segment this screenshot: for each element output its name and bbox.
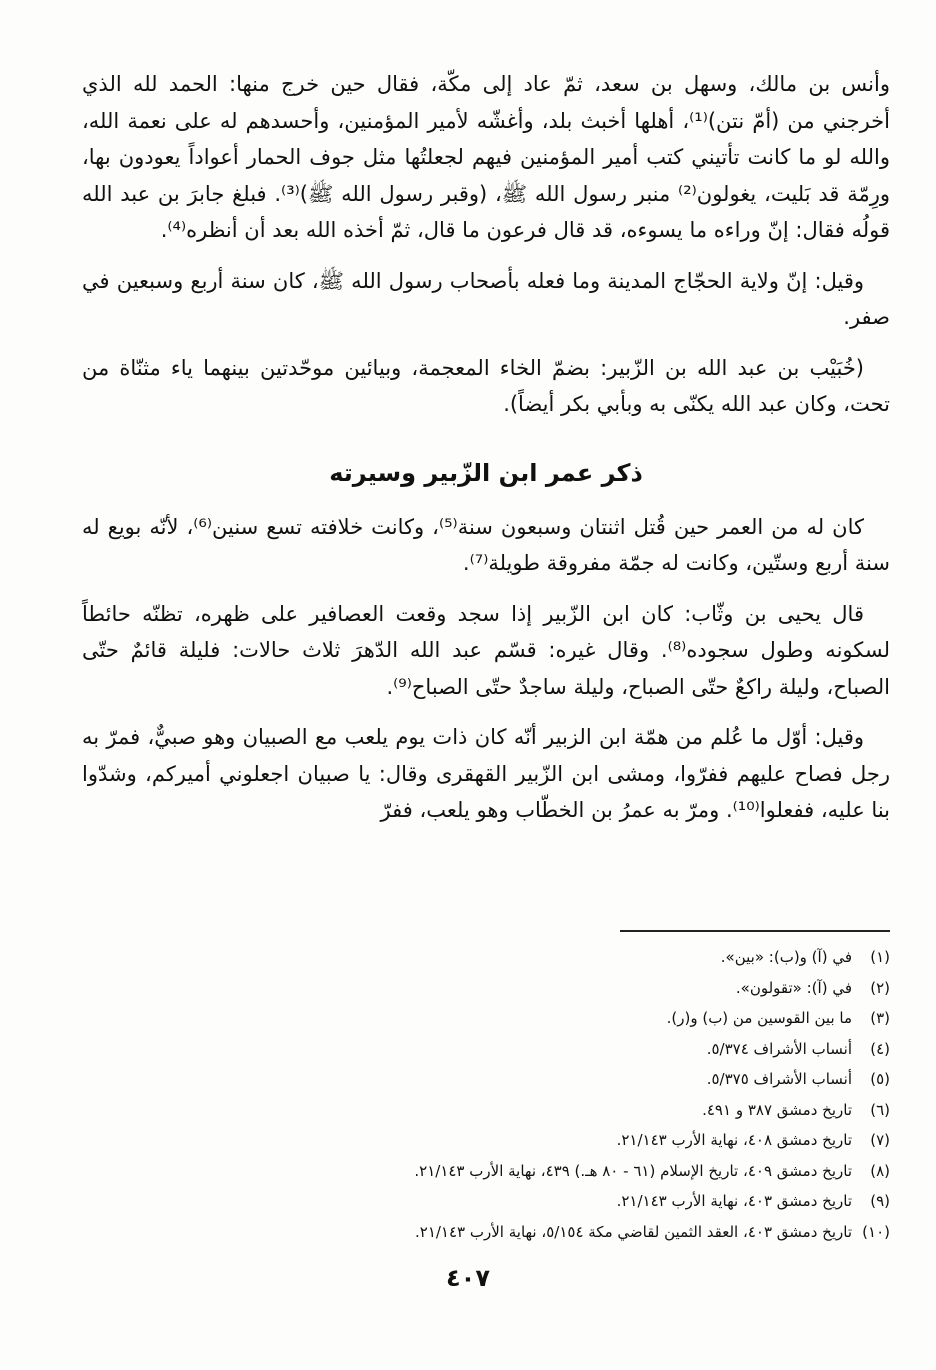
- footnote-number: (٨): [870, 1161, 890, 1180]
- footnote-text: أنساب الأشراف ٥/٣٧٥.: [706, 1070, 852, 1088]
- footnote-number: (٣): [870, 1009, 890, 1027]
- footnote-item: [200, 1217, 890, 1248]
- footnote-text: تاريخ دمشق ٤٠٣، العقد الثمين لقاضي مكة ٥/١٥٤، نهاية الأرب ٢١/١٤٣.: [414, 1222, 852, 1241]
- footnote-text: تاريخ دمشق ٣٨٧ و ٤٩١.: [702, 1100, 852, 1119]
- footnote-item: [200, 1156, 890, 1187]
- footnote-number: (٥): [870, 1070, 890, 1088]
- footnote-item: [200, 1186, 890, 1217]
- paragraph-khubayb-note: (خُبَيْب بن عبد الله بن الزّبير: بضمّ الخاء المعجمة، وبيائين موحّدتين بينهما ياء مثنّاة من تحت، وكان عبد الله يكنّى به وبأبي بكر أيضاً).: [82, 355, 890, 416]
- footnote-number: (٩): [870, 1192, 890, 1210]
- footnote-text: ما بين القوسين من (ب) و(ر).: [666, 1009, 852, 1027]
- footnote-number: (١): [870, 948, 890, 966]
- footnote-number: (٦): [870, 1100, 890, 1119]
- paragraph-childhood: وقيل: أوّل ما عُلم من همّة ابن الزبير أنّه كان ذات يوم يلعب مع الصبيان وهو صبيٌّ، فمرّ به رجل فصاح عليهم ففرّوا، ومشى ابن الزّبير القهقرى وقال: يا صبيان اجعلوني أميركم، وشدّوا بنا عليه، ففعلوا⁽¹⁰⁾. ومرّ به عمرُ بن الخطّاب وهو يلعب، ففرّ: [82, 725, 890, 822]
- footnote-item: [200, 1095, 890, 1126]
- paragraph-age-caliphate: كان له من العمر حين قُتل اثنتان وسبعون سنة⁽⁵⁾، وكانت خلافته تسع سنين⁽⁶⁾، لأنّه بويع له سنة أربع وستّين، وكانت له جمّة مفروقة طويلة⁽⁷⁾.: [82, 514, 890, 575]
- footnote-separator: [620, 930, 890, 932]
- footnote-number: (٢): [870, 978, 890, 997]
- footnote-number: (٧): [870, 1131, 890, 1149]
- page-number: ٤٠٧: [446, 1264, 490, 1292]
- footnote-item: [200, 942, 890, 973]
- footnote-item: [200, 1034, 890, 1065]
- footnote-text: أنساب الأشراف ٥/٣٧٤.: [706, 1039, 852, 1058]
- footnote-item: [200, 1125, 890, 1156]
- footnote-item: [200, 973, 890, 1004]
- footnote-text: تاريخ دمشق ٤٠٩، تاريخ الإسلام (٦١ - ٨٠ هـ.) ٤٣٩، نهاية الأرب ٢١/١٤٣.: [414, 1161, 852, 1180]
- footnotes-list: [200, 942, 890, 1247]
- footnote-text: تاريخ دمشق ٤٠٣، نهاية الأرب ٢١/١٤٣.: [616, 1192, 852, 1210]
- footnote-number: (١٠): [862, 1222, 890, 1241]
- paragraph-prayer-habits: قال يحيى بن وثّاب: كان ابن الزّبير إذا سجد وقعت العصافير على ظهره، تظنّه حائطاً لسكونه وطول سجوده⁽⁸⁾. وقال غيره: قسّم عبد الله الدّهرَ ثلاث حالات: فليلة قائمٌ حتّى الصباح، وليلة راكعٌ حتّى الصباح، وليلة ساجدٌ حتّى الصباح⁽⁹⁾.: [82, 601, 890, 699]
- main-text: [82, 66, 890, 843]
- paragraph-opening: وأنس بن مالك، وسهل بن سعد، ثمّ عاد إلى مكّة، فقال حين خرج منها: الحمد لله الذي أخرجني من (أمّ نتن)⁽¹⁾، أهلها أخبث بلد، وأغشّه لأمير المؤمنين، وأحسدهم له على نعمة الله، والله لو ما كانت تأتيني كتب أمير المؤمنين فيهم لجعلتُها مثل جوف الحمار أعواداً يعودون بها، ورِمّة قد بَليت، يغولون⁽²⁾ منبر رسول الله ﷺ، (وقبر رسول الله ﷺ)⁽³⁾. فبلغ جابرَ بن عبد الله قولُه فقال: إنّ وراءه ما يسوءه، قد قال فرعون ما قال، ثمّ أخذه الله بعد أن أنظره⁽⁴⁾.: [82, 72, 890, 242]
- footnote-item: [200, 1003, 890, 1034]
- section-heading: ذكر عمر ابن الزّبير وسيرته: [329, 458, 643, 487]
- footnote-number: (٤): [870, 1039, 890, 1058]
- paragraph-hajjaj-date: وقيل: إنّ ولاية الحجّاج المدينة وما فعله بأصحاب رسول الله ﷺ، كان سنة أربع وسبعين في صفر.: [82, 268, 890, 329]
- footnote-text: تاريخ دمشق ٤٠٨، نهاية الأرب ٢١/١٤٣.: [616, 1131, 852, 1149]
- footnote-item: [200, 1064, 890, 1095]
- footnote-text: في (آ): «تقولون».: [735, 978, 852, 997]
- footnote-text: في (آ) و(ب): «بين».: [720, 948, 852, 966]
